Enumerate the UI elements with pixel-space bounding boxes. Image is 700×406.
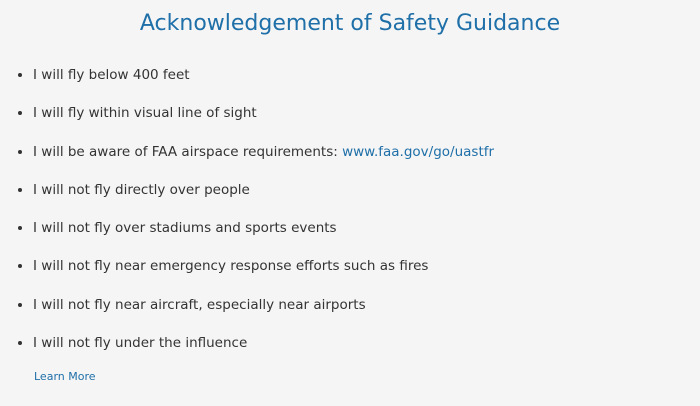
list-item bbox=[18, 101, 494, 139]
list-item-text: I will fly below 400 feet bbox=[33, 67, 190, 83]
list-item bbox=[18, 178, 494, 216]
list-item-text: I will not fly under the influence bbox=[33, 335, 248, 352]
list-item-text: I will not fly directly over people bbox=[33, 181, 250, 198]
bullet-icon bbox=[18, 226, 22, 230]
bullet-icon bbox=[18, 264, 22, 268]
bullet-icon bbox=[18, 303, 22, 307]
list-item-text: I will not fly near emergency response efforts such as fires bbox=[33, 258, 429, 275]
list-item bbox=[18, 254, 494, 292]
list-item-text: I will fly within visual line of sight bbox=[33, 105, 257, 122]
list-item bbox=[18, 293, 494, 331]
bullet-icon bbox=[18, 341, 22, 345]
list-item-text: I will be aware of FAA airspace requirements: bbox=[33, 143, 338, 160]
bullet-icon bbox=[18, 111, 22, 115]
list-item-text: I will not fly near aircraft, especially near airports bbox=[33, 296, 366, 313]
list-item bbox=[18, 331, 494, 369]
list-item bbox=[18, 63, 494, 101]
bullet-icon bbox=[18, 73, 22, 77]
bullet-icon bbox=[18, 150, 22, 154]
list-item-text: I will not fly over stadiums and sports events bbox=[33, 220, 337, 237]
list-item bbox=[18, 140, 494, 178]
list-item bbox=[18, 216, 494, 254]
faa-airspace-link[interactable]: www.faa.gov/go/uastfr bbox=[342, 143, 495, 160]
safety-guidance-list bbox=[18, 63, 494, 369]
page-title: Acknowledgement of Safety Guidance bbox=[139, 11, 561, 36]
bullet-icon bbox=[18, 188, 22, 192]
learn-more-link[interactable]: Learn More bbox=[34, 370, 96, 383]
